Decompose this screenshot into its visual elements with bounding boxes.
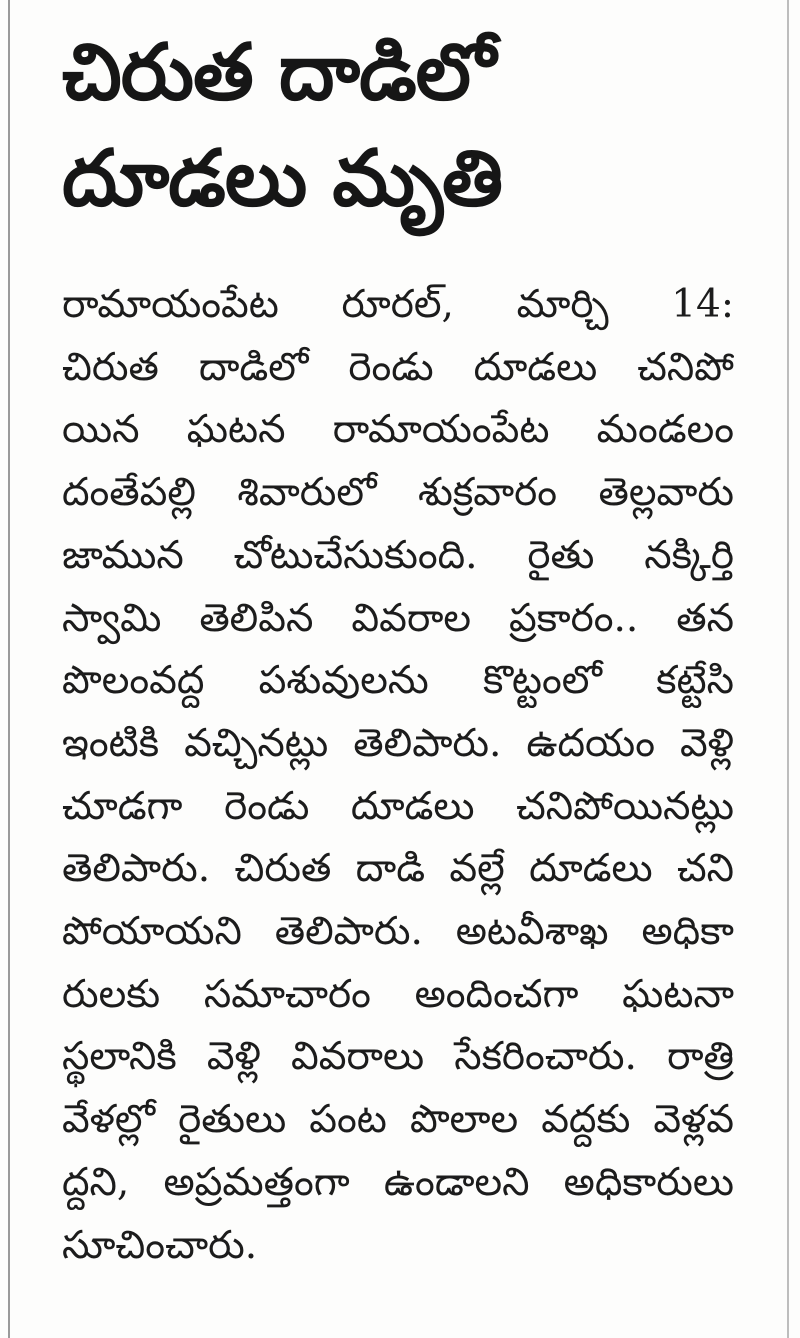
article-line-last: సూచించారు.	[62, 1222, 258, 1268]
article-line: తెలిపారు. చిరుత దాడి వల్లే దూడలు చని	[62, 846, 734, 892]
headline-line-2: దూడలు మృతి	[62, 134, 503, 224]
article-line: స్థలానికి వెళ్లి వివరాలు సేకరించారు. రాత్రి	[62, 1034, 734, 1080]
article-line: పొలంవద్ద పశువులను కొట్టంలో కట్టేసి	[62, 658, 734, 704]
article-line: రామాయంపేట రూరల్, మార్చి 14:	[62, 282, 734, 327]
article-line: ఇంటికి వచ్చినట్లు తెలిపారు. ఉదయం వెళ్లి	[62, 720, 734, 766]
article-line: యిన ఘటన రామాయంపేట మండలం	[62, 407, 734, 453]
article-line: రులకు సమాచారం అందించగా ఘటనా	[62, 971, 734, 1017]
headline-line-1: చిరుత దాడిలో	[62, 28, 495, 118]
article-line: స్వామి తెలిపిన వివరాల ప్రకారం.. తన	[62, 595, 734, 641]
article-line: వేళల్లో రైతులు పంట పొలాల వద్దకు వెళ్లవ	[62, 1097, 734, 1143]
article-line: చూడగా రెండు దూడలు చనిపోయినట్లు	[62, 783, 734, 829]
article-line: ద్దని, అప్రమత్తంగా ఉండాలని అధికారులు	[62, 1159, 734, 1205]
column-rule-right	[787, 0, 789, 1338]
article-line: చిరుత దాడిలో రెండు దూడలు చనిపో	[62, 344, 734, 390]
article-line: పోయాయని తెలిపారు. అటవీశాఖ అధికా	[62, 909, 734, 955]
article-line: జామున చోటుచేసుకుంది. రైతు నక్కిర్తి	[62, 532, 734, 578]
headline	[62, 20, 762, 232]
article-body	[62, 274, 734, 1277]
column-rule-left	[8, 0, 10, 1338]
article-line: దంతేపల్లి శివారులో శుక్రవారం తెల్లవారు	[62, 470, 734, 516]
